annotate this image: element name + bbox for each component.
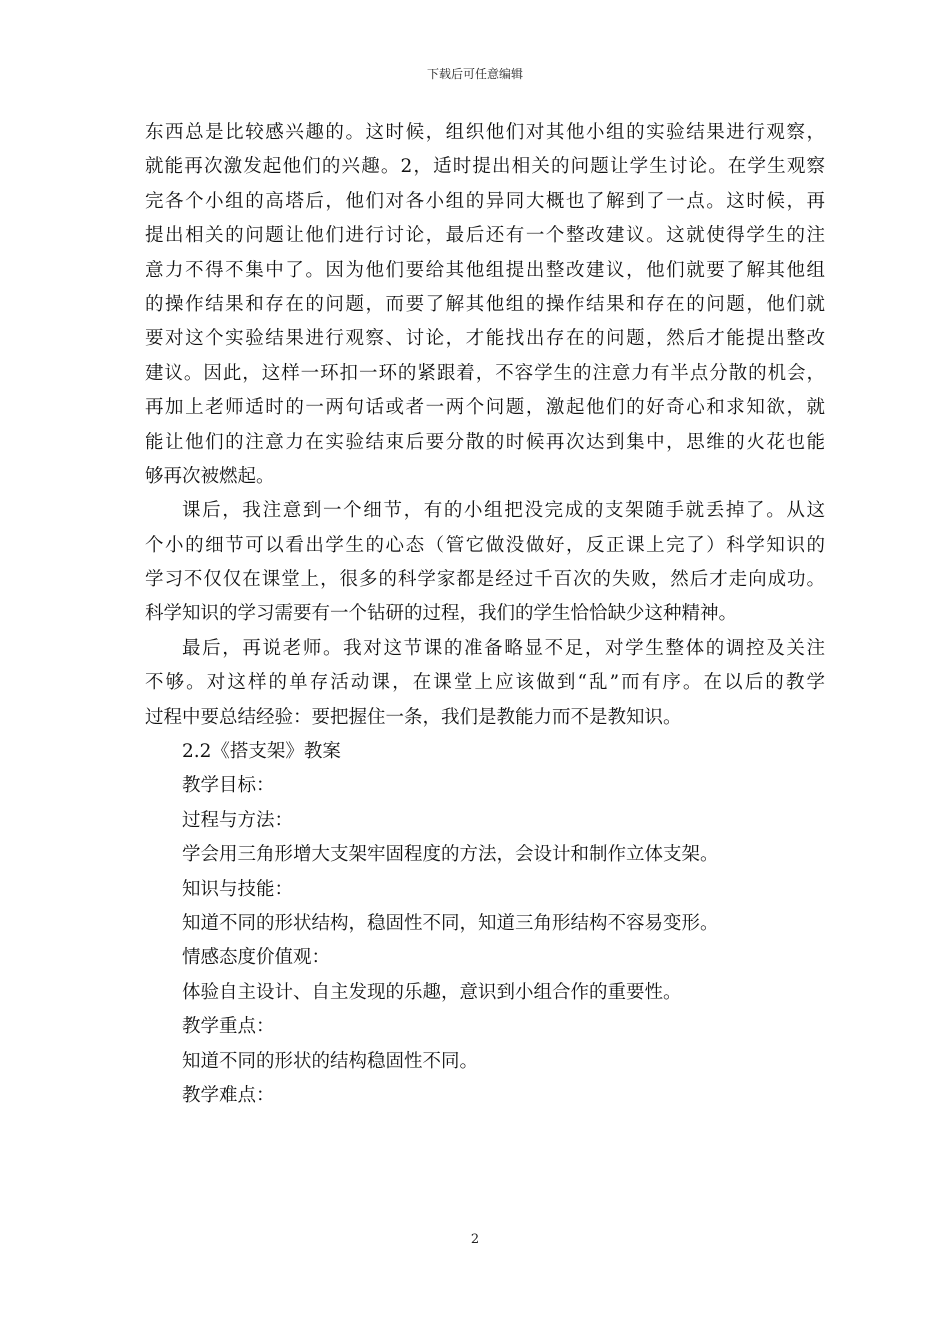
text-line: 完各个小组的高塔后，他们对各小组的异同大概也了解到了一点。这时候，再: [145, 190, 825, 212]
text-line: 知道不同的形状的结构稳固性不同。: [182, 1050, 479, 1072]
label-emotion-values: 情感态度价值观：: [182, 947, 331, 969]
text-line: 东西总是比较感兴趣的。这时候，组织他们对其他小组的实验结果进行观察，: [145, 122, 825, 143]
text-line: 要对这个实验结果进行观察、讨论，才能找出存在的问题，然后才能提出整改: [145, 328, 825, 350]
text-line: 不够。对这样的单存活动课，在课堂上应该做到“乱”而有序。在以后的教学: [145, 672, 825, 694]
text-line: 建议。因此，这样一环扣一环的紧跟着，不容学生的注意力有半点分散的机会，: [145, 362, 825, 384]
paragraph: [145, 632, 825, 735]
document-body: [145, 116, 825, 1113]
label-teaching-difficulty: 教学难点：: [182, 1084, 275, 1106]
paragraph: [145, 116, 825, 494]
text-line: 够再次被燃起。: [145, 465, 275, 487]
text-line: 最后，再说老师。我对这节课的准备略显不足，对学生整体的调控及关注: [182, 637, 825, 659]
text-line: 课后，我注意到一个细节，有的小组把没完成的支架随手就丢掉了。从这: [182, 500, 825, 522]
label-teaching-focus: 教学重点：: [182, 1016, 275, 1038]
text-line: 学习不仅仅在课堂上，很多的科学家都是经过千百次的失败，然后才走向成功。: [145, 569, 825, 591]
text-line: 科学知识的学习需要有一个钻研的过程，我们的学生恰恰缺少这种精神。: [145, 603, 738, 625]
text-line: 个小的细节可以看出学生的心态（管它做没做好，反正课上完了）科学知识的: [145, 534, 825, 556]
text-line: 体验自主设计、自主发现的乐趣，意识到小组合作的重要性。: [182, 981, 682, 1003]
text-line: 的操作结果和存在的问题，而要了解其他组的操作结果和存在的问题，他们就: [145, 293, 825, 315]
text-line: 提出相关的问题让他们进行讨论，最后还有一个整改建议。这就使得学生的注: [145, 225, 825, 247]
section-heading: 2.2《搭支架》教案: [182, 741, 341, 763]
page-header: 下载后可任意编辑: [426, 67, 523, 81]
text-line: 学会用三角形增大支架牢固程度的方法，会设计和制作立体支架。: [182, 844, 719, 866]
text-line: 过程中要总结经验：要把握住一条，我们是教能力而不是教知识。: [145, 706, 682, 728]
paragraph: [145, 494, 825, 632]
label-process-method: 过程与方法：: [182, 809, 294, 831]
label-knowledge-skills: 知识与技能：: [182, 878, 294, 900]
label-teaching-objectives: 教学目标：: [182, 775, 275, 797]
text-line: 意力不得不集中了。因为他们要给其他组提出整改建议，他们就要了解其他组: [145, 259, 825, 281]
text-line: 就能再次激发起他们的兴趣。2，适时提出相关的问题让学生讨论。在学生观察: [145, 156, 825, 178]
text-line: 再加上老师适时的一两句话或者一两个问题，激起他们的好奇心和求知欲，就: [145, 397, 825, 419]
text-line: 能让他们的注意力在实验结束后要分散的时候再次达到集中，思维的火花也能: [145, 431, 825, 453]
text-line: 知道不同的形状结构，稳固性不同，知道三角形结构不容易变形。: [182, 912, 719, 934]
page-number: 2: [470, 1232, 480, 1247]
